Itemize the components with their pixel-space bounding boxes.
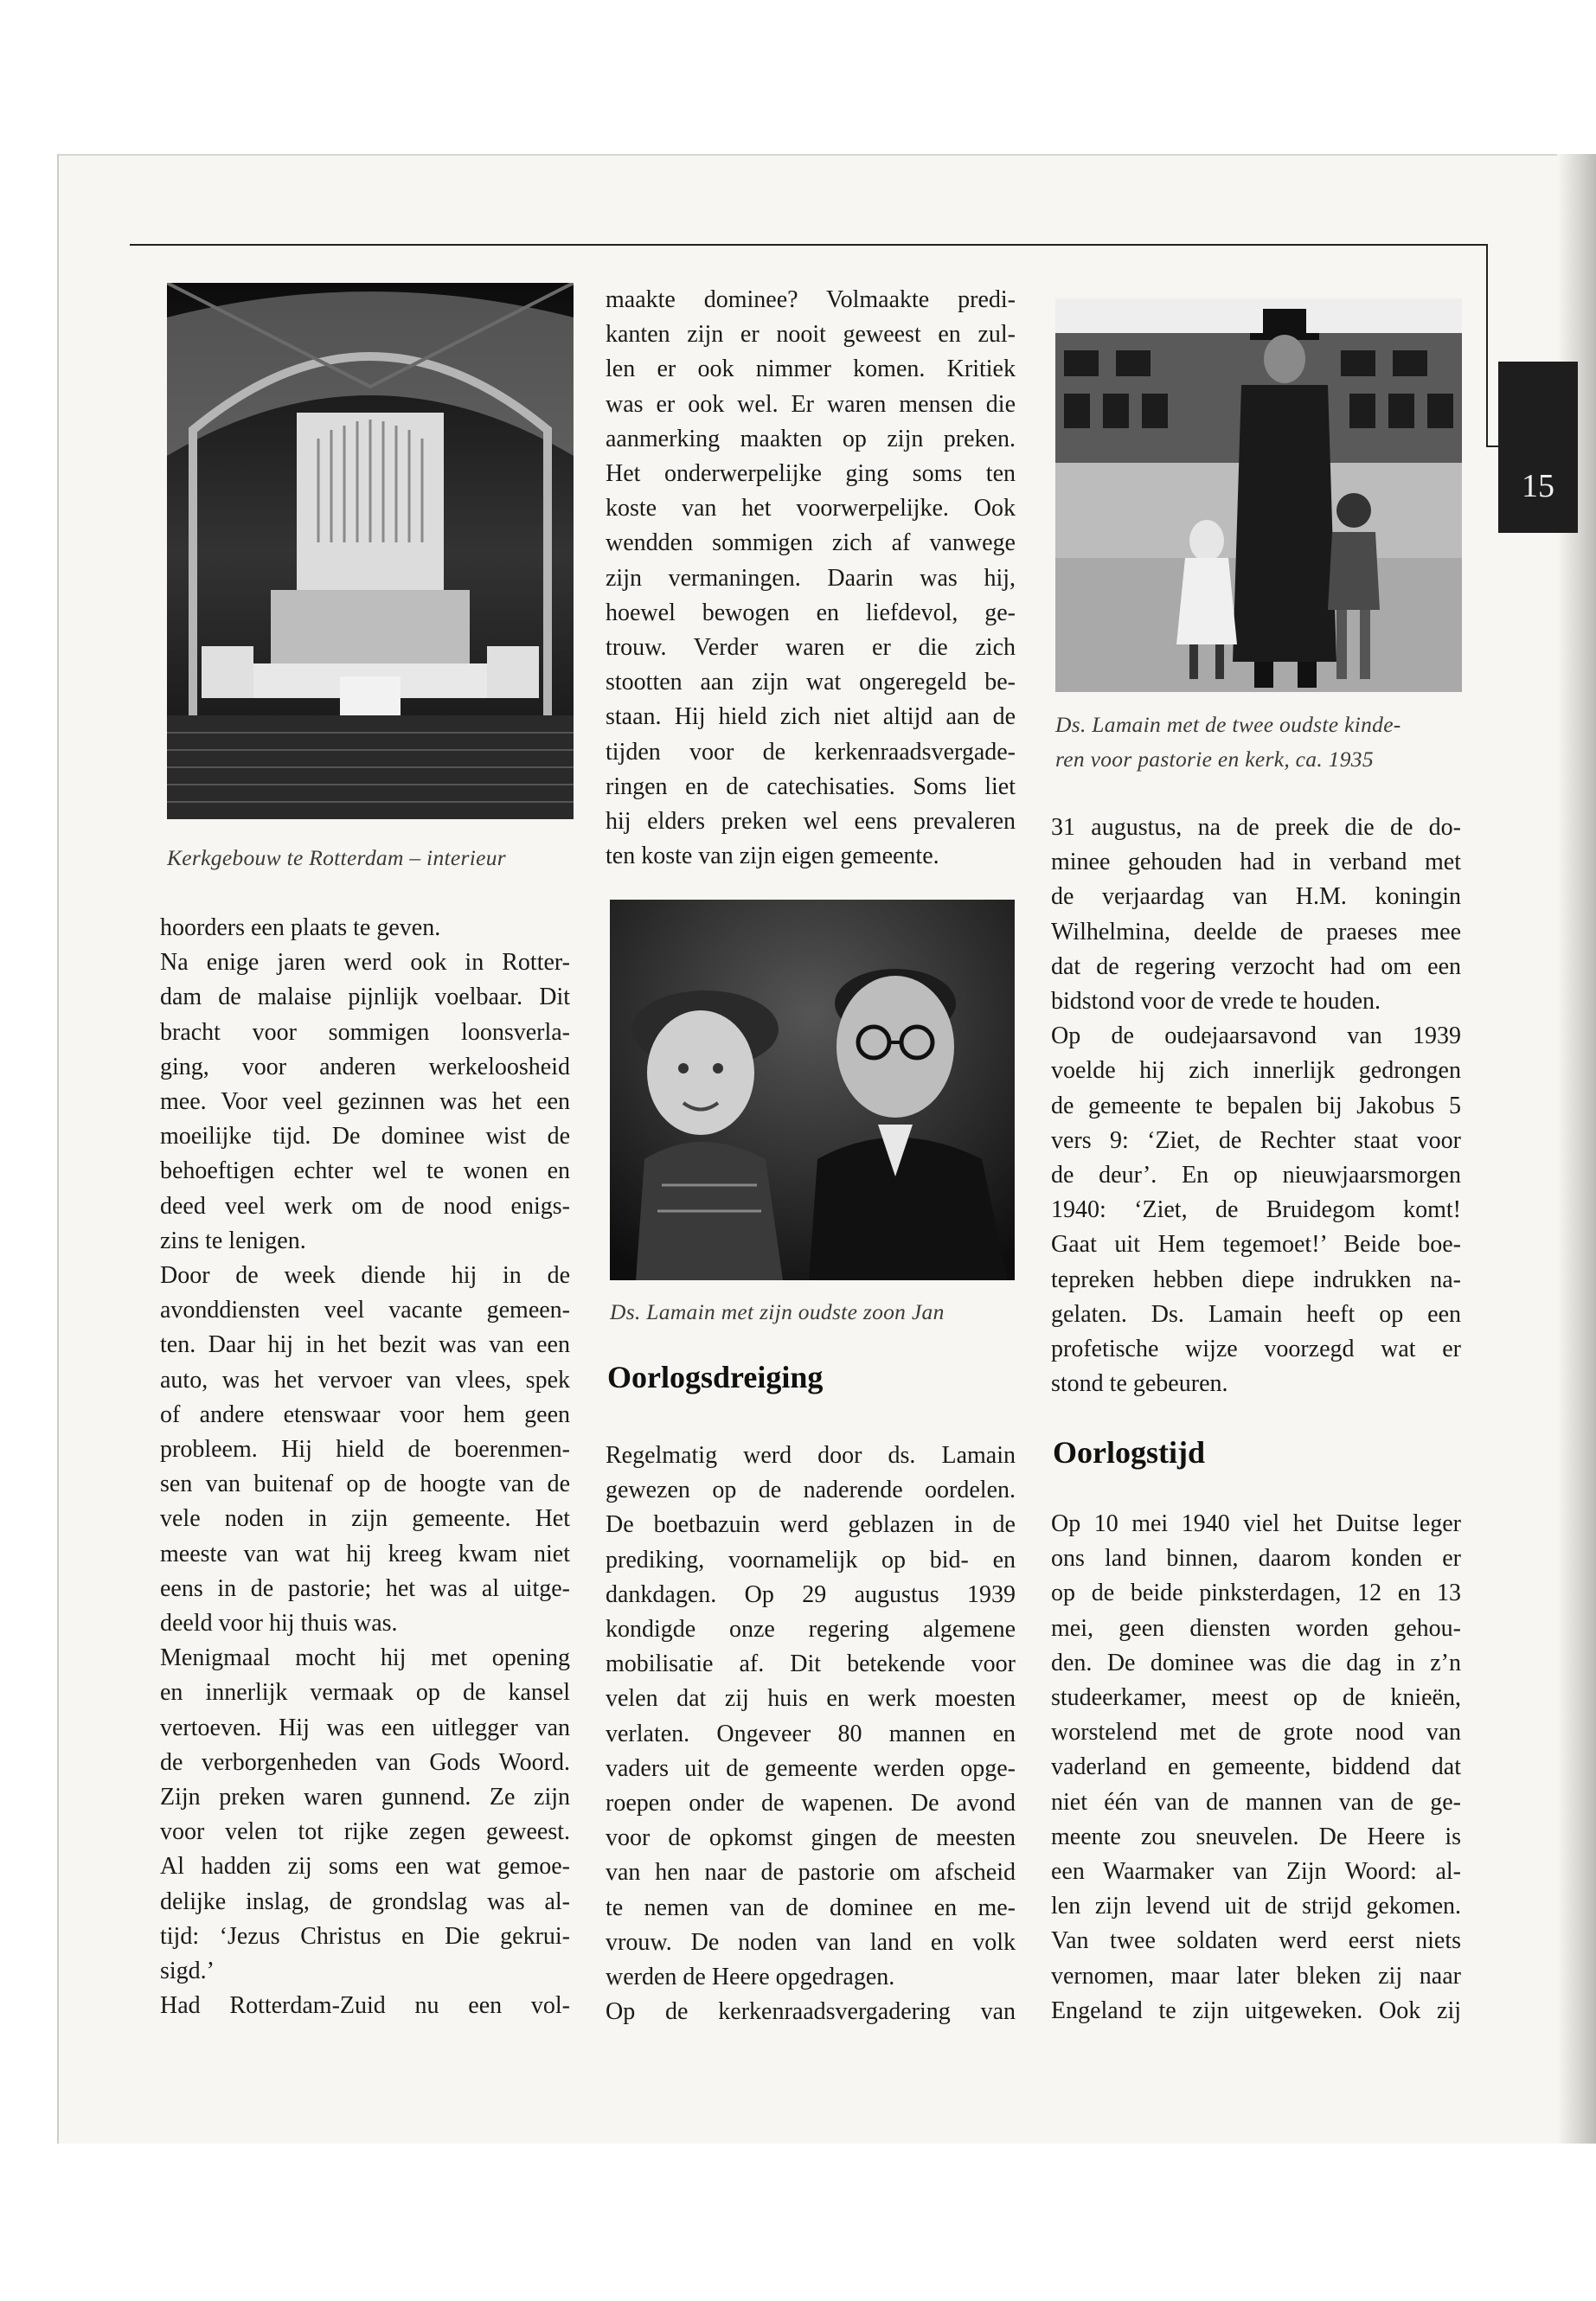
text-line: roepen onder de wapenen. De avond [606, 1790, 1016, 1817]
text-line: gewezen op de naderende oordelen. [606, 1477, 1016, 1504]
text-line: velen dat zij huis en werk moesten [606, 1685, 1016, 1713]
heading-oorlogsdreiging: Oorlogsdreiging [607, 1360, 824, 1394]
text-line: vertoeven. Hij was een uitlegger van [160, 1714, 570, 1741]
text-line: vrouw. De noden van land en volk [606, 1928, 1016, 1956]
text-line: kondigde onze regering algemene [606, 1616, 1016, 1644]
text-line: Had Rotterdam-Zuid nu een vol- [160, 1992, 570, 2020]
text-line: te nemen van de dominee en me- [606, 1894, 1016, 1921]
text-line: voor velen tot rijke zegen geweest. [160, 1818, 570, 1846]
text-line: dam de malaise pijnlijk voelbaar. Dit [160, 984, 570, 1011]
text-line: verlaten. Ongeveer 80 mannen en [606, 1720, 1016, 1747]
column-2-section-text [606, 1439, 1016, 2029]
text-line: deeld voor hij thuis was. [160, 1610, 398, 1638]
text-line: bidstond voor de vrede te houden. [1051, 988, 1381, 1016]
text-line: dat de regering verzocht had om een [1051, 952, 1461, 980]
text-line: staan. Hij hield zich niet altijd aan de [606, 703, 1016, 731]
text-line: op de beide pinksterdagen, 12 en 13 [1051, 1580, 1461, 1607]
column-3-section-text [1051, 1507, 1461, 2029]
text-line: Het onderwerpelijke ging soms ten [606, 460, 1016, 488]
text-line: minee gehouden had in verband met [1051, 849, 1461, 876]
text-line: Op de oudejaarsavond van 1939 [1051, 1022, 1461, 1050]
text-line: sen van buitenaf op de hoogte van de [160, 1471, 570, 1498]
caption-line: Ds. Lamain met de twee oudste kinde- [1055, 712, 1401, 737]
text-line: en innerlijk vermaak op de kansel [160, 1679, 570, 1707]
text-line: hij elders preken wel eens prevaleren [606, 808, 1016, 836]
text-line: 31 augustus, na de preek die de do- [1051, 814, 1461, 841]
text-line: meeste van wat hij kreeg kwam niet [160, 1540, 570, 1567]
caption-line: ren voor pastorie en kerk, ca. 1935 [1055, 747, 1374, 772]
text-line: prediking, voornamelijk op bid- en [606, 1546, 1016, 1574]
text-line: een Waarmaker van Zijn Woord: al- [1051, 1858, 1461, 1886]
text-line: zins te lenigen. [160, 1227, 306, 1254]
text-line: den. De dominee was die dag in z’n [1051, 1649, 1461, 1676]
text-line: zijn vermaningen. Daarin was hij, [606, 564, 1016, 592]
text-line: hoorders een plaats te geven. [160, 914, 441, 941]
text-line: vernomen, maar later bleken zij naar [1051, 1962, 1461, 1990]
text-line: len er ook nimmer komen. Kritiek [606, 356, 1016, 383]
text-line: moeilijke tijd. De dominee wist de [160, 1123, 570, 1150]
text-line: stootten aan zijn wat ongeregeld be- [606, 669, 1016, 696]
text-line: dankdagen. Op 29 augustus 1939 [606, 1580, 1016, 1608]
text-line: Regelmatig werd door ds. Lamain [606, 1442, 1016, 1469]
text-line: mee. Voor veel gezinnen was het een [160, 1088, 570, 1116]
text-line: kanten zijn er nooit geweest en zul- [606, 321, 1016, 349]
text-line: auto, was het vervoer van vlees, spek [160, 1366, 570, 1394]
text-line: aanmerking maakten op zijn preken. [606, 425, 1016, 452]
family-photo-caption [1055, 708, 1471, 777]
text-line: was er ook wel. Er waren mensen die [606, 390, 1016, 418]
church-photo-caption: Kerkgebouw te Rotterdam – interieur [167, 845, 506, 870]
text-line: werden de Heere opgedragen. [606, 1964, 895, 1991]
text-line: wendden sommigen zich af vanwege [606, 529, 1016, 557]
text-line: de deur’. En op nieuwjaarsmorgen [1051, 1162, 1461, 1189]
header-rule-vertical [1486, 244, 1488, 447]
text-line: Gaat uit Hem tegemoet!’ Beide boe- [1051, 1231, 1461, 1259]
page-edge-top [57, 154, 1596, 156]
text-line: Engeland te zijn uitgeweken. Ook zij [1051, 1997, 1461, 2024]
portrait-photo-caption: Ds. Lamain met zijn oudste zoon Jan [610, 1299, 945, 1324]
page-number-tab [1498, 362, 1578, 533]
text-line: tepreken hebben diepe indrukken na- [1051, 1266, 1461, 1293]
text-line: Van twee soldaten werd eerst niets [1051, 1927, 1461, 1955]
text-line: avonddiensten veel vacante gemeen- [160, 1297, 570, 1324]
text-line: Wilhelmina, deelde de praeses mee [1051, 918, 1461, 945]
page-edge-left [57, 154, 59, 2144]
column-1-text [160, 911, 570, 2024]
text-line: probleem. Hij hield de boerenmen- [160, 1436, 570, 1464]
text-line: trouw. Verder waren er die zich [606, 634, 1016, 662]
text-line: ringen en de catechisaties. Soms liet [606, 772, 1016, 800]
text-line: ging, voor anderen werkeloosheid [160, 1053, 570, 1080]
text-line: Al hadden zij soms een wat gemoe- [160, 1853, 570, 1881]
text-line: studeerkamer, meest op de knieën, [1051, 1684, 1461, 1712]
text-line: behoeftigen echter wel te wonen en [160, 1157, 570, 1185]
text-line: worstelend met de grote nood van [1051, 1719, 1461, 1747]
portrait-photo [610, 900, 1015, 1280]
column-2-text [606, 283, 1016, 874]
text-line: tijden voor de kerkenraadsvergade- [606, 738, 1016, 766]
text-line: hoewel bewogen en liefdevol, ge- [606, 599, 1016, 626]
text-line: deed veel werk om de nood enigs- [160, 1192, 570, 1220]
text-line: Menigmaal mocht hij met opening [160, 1644, 570, 1672]
text-line: vers 9: ‘Ziet, de Rechter staat voor [1051, 1126, 1461, 1154]
text-line: de verborgenheden van Gods Woord. [160, 1748, 570, 1776]
text-line: profetische wijze voorzegd wat er [1051, 1336, 1461, 1363]
text-line: voor de opkomst gingen de meesten [606, 1824, 1016, 1852]
text-line: vaders uit de gemeente werden opge- [606, 1754, 1016, 1782]
text-line: stond te gebeuren. [1051, 1370, 1228, 1398]
text-line: sigd.’ [160, 1958, 215, 1985]
text-line: maakte dominee? Volmaakte predi- [606, 286, 1016, 313]
text-line: gelaten. Ds. Lamain heeft op een [1051, 1300, 1461, 1328]
text-line: eens in de pastorie; het was al uitge- [160, 1574, 570, 1602]
text-line: de gemeente te bepalen bij Jakobus 5 [1051, 1092, 1461, 1119]
text-line: meente zou sneuvelen. De Heere is [1051, 1823, 1461, 1850]
family-street-photo [1055, 298, 1462, 692]
text-line: len zijn levend uit de strijd gekomen. [1051, 1893, 1461, 1920]
text-line: niet één van de mannen van de ge- [1051, 1788, 1461, 1816]
text-line: bracht voor sommigen loonsverla- [160, 1018, 570, 1046]
text-line: Door de week diende hij in de [160, 1262, 570, 1290]
text-line: De boetbazuin werd geblazen in de [606, 1511, 1016, 1539]
text-line: koste van het voorwerpelijke. Ook [606, 495, 1016, 522]
text-line: Op 10 mei 1940 viel het Duitse leger [1051, 1510, 1461, 1537]
header-rule [130, 244, 1488, 246]
text-line: mobilisatie af. Dit betekende voor [606, 1650, 1016, 1678]
church-organ-photo [167, 283, 574, 819]
text-line: van hen naar de pastorie om afscheid [606, 1859, 1016, 1887]
text-line: Op de kerkenraadsvergadering van [606, 1998, 1016, 2026]
heading-oorlogstijd: Oorlogstijd [1053, 1435, 1205, 1470]
text-line: vaderland en gemeente, biddend dat [1051, 1753, 1461, 1781]
text-line: 1940: ‘Ziet, de Bruidegom komt! [1051, 1196, 1461, 1224]
text-line: mei, geen diensten worden gehou- [1051, 1614, 1461, 1642]
text-line: de verjaardag van H.M. koningin [1051, 883, 1461, 911]
text-line: tijd: ‘Jezus Christus en Die gekrui- [160, 1922, 570, 1950]
column-3-text [1051, 811, 1461, 1401]
text-line: Zijn preken waren gunnend. Ze zijn [160, 1784, 570, 1811]
text-line: delijke inslag, de grondslag was al- [160, 1888, 570, 1915]
page-number: 15 [1522, 468, 1554, 504]
text-line: ons land binnen, daarom konden er [1051, 1545, 1461, 1573]
text-line: ten koste van zijn eigen gemeente. [606, 843, 939, 870]
text-line: voelde hij zich innerlijk gedrongen [1051, 1057, 1461, 1085]
text-line: ten. Daar hij in het bezit was van een [160, 1331, 570, 1359]
text-line: of andere etenswaar voor hem geen [160, 1400, 570, 1428]
text-line: Na enige jaren werd ook in Rotter- [160, 949, 570, 977]
text-line: vele noden in zijn gemeente. Het [160, 1505, 570, 1533]
